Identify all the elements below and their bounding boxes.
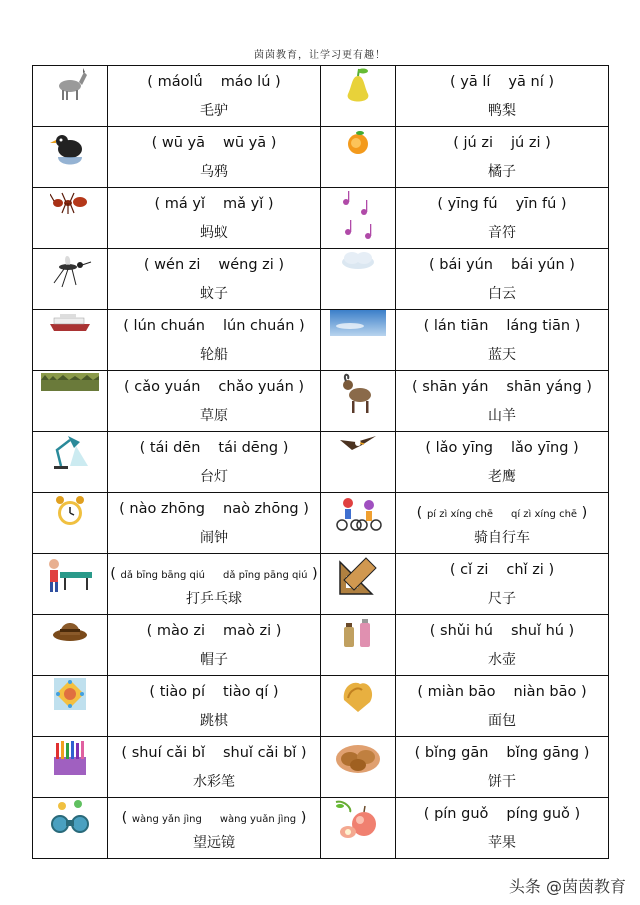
- pinyin-option-b[interactable]: tiào qí: [223, 684, 269, 700]
- picture-cell: [321, 371, 396, 432]
- bicycle-kids-icon: [334, 503, 382, 522]
- picture-cell: [33, 676, 108, 737]
- word-cell: [396, 615, 609, 676]
- picture-cell: [321, 798, 396, 859]
- table-row: [33, 432, 609, 493]
- picture-cell: [33, 66, 108, 127]
- pinyin-choices: ( pín guǒ píng guǒ ): [423, 806, 581, 822]
- picture-cell: [321, 676, 396, 737]
- pinyin-option-b[interactable]: chǐ zi: [506, 562, 544, 578]
- pinyin-option-b[interactable]: wū yā: [223, 135, 267, 151]
- table-row: [33, 249, 609, 310]
- word-cell: [396, 188, 609, 249]
- pinyin-option-a[interactable]: lún chuán: [133, 318, 205, 334]
- pinyin-option-a[interactable]: jú zi: [463, 135, 493, 151]
- table-row: [33, 371, 609, 432]
- word-cell: [108, 249, 321, 310]
- eagle-icon: [338, 433, 378, 452]
- pinyin-option-b[interactable]: naò zhōng: [223, 501, 299, 517]
- word-cell: [108, 66, 321, 127]
- pinyin-option-b[interactable]: yā ní: [508, 74, 544, 90]
- word-cell: [396, 310, 609, 371]
- word-cell: [108, 737, 321, 798]
- word-cell: [396, 676, 609, 737]
- pinyin-option-b[interactable]: lún chuán: [223, 318, 295, 334]
- pinyin-option-b[interactable]: láng tiān: [506, 318, 571, 334]
- chinese-word: 尺子: [488, 591, 516, 607]
- picture-cell: [33, 798, 108, 859]
- pinyin-option-a[interactable]: wū yā: [161, 135, 205, 151]
- pinyin-option-b[interactable]: chǎo yuán: [218, 379, 294, 395]
- watermark-footer: 头条 @茵茵教育: [508, 877, 626, 896]
- table-row: [33, 554, 609, 615]
- word-cell: [108, 371, 321, 432]
- pinyin-option-a[interactable]: yīng fú: [447, 196, 498, 212]
- page-header: 茵茵教育，让学习更有趣！: [254, 50, 386, 61]
- pinyin-option-a[interactable]: nào zhōng: [129, 501, 205, 517]
- word-cell: [108, 554, 321, 615]
- grassland-icon: [41, 371, 99, 390]
- pinyin-option-b[interactable]: shuǐ cǎi bǐ: [223, 745, 297, 761]
- pinyin-choices: ( bǐng gān bǐng gāng ): [414, 745, 590, 761]
- word-cell: [396, 798, 609, 859]
- word-cell: [396, 371, 609, 432]
- pinyin-option-b[interactable]: yīn fú: [515, 196, 557, 212]
- table-row: [33, 127, 609, 188]
- pinyin-choices: ( máolǘ máo lú ): [147, 74, 281, 90]
- pinyin-option-a[interactable]: má yǐ: [164, 196, 205, 212]
- pinyin-option-a[interactable]: miàn bāo: [427, 684, 496, 700]
- pinyin-choices: ( dǎ bīng bāng qiú dǎ pīng pāng qiú ): [110, 566, 318, 582]
- pinyin-option-a[interactable]: wàng yǎn jìng: [131, 814, 202, 825]
- picture-cell: [321, 249, 396, 310]
- chinese-word: 老鹰: [488, 469, 516, 485]
- word-cell: [108, 310, 321, 371]
- pinyin-option-b[interactable]: bái yún: [511, 257, 565, 273]
- chinese-word: 台灯: [200, 469, 228, 485]
- chinese-word: 乌鸦: [200, 164, 228, 180]
- ant-icon: [50, 193, 90, 212]
- pinyin-choices: ( shān yán shān yáng ): [412, 379, 592, 395]
- chinese-word: 骑自行车: [474, 530, 530, 546]
- mosquito-icon: [48, 259, 92, 278]
- table-row: [33, 676, 609, 737]
- pinyin-choices: ( lún chuán lún chuán ): [123, 318, 305, 334]
- orange-icon: [343, 132, 373, 151]
- picture-cell: [33, 188, 108, 249]
- word-cell: [108, 188, 321, 249]
- pinyin-choices: ( wàng yǎn jìng wàng yuǎn jìng ): [121, 810, 307, 826]
- pinyin-option-b[interactable]: qí zì xíng chē: [511, 509, 578, 520]
- pinyin-option-b[interactable]: shān yáng: [506, 379, 582, 395]
- pinyin-option-a[interactable]: lǎo yīng: [435, 440, 493, 456]
- pinyin-option-a[interactable]: cǐ zi: [460, 562, 489, 578]
- chinese-word: 山羊: [488, 408, 516, 424]
- pinyin-choices: ( pí zì xíng chē qí zì xíng chē ): [416, 505, 588, 521]
- pinyin-choices: ( bái yún bái yún ): [429, 257, 575, 273]
- pinyin-option-a[interactable]: shān yán: [422, 379, 489, 395]
- word-cell: [108, 798, 321, 859]
- table-row: [33, 615, 609, 676]
- pinyin-option-a[interactable]: pí zì xíng chē: [426, 509, 493, 520]
- word-cell: [396, 493, 609, 554]
- ping-pong-icon: [46, 564, 94, 583]
- alarm-clock-icon: [54, 501, 86, 520]
- pinyin-option-a[interactable]: bái yún: [439, 257, 493, 273]
- picture-cell: [321, 188, 396, 249]
- word-cell: [396, 249, 609, 310]
- bread-icon: [338, 686, 378, 705]
- pinyin-choices: ( yīng fú yīn fú ): [437, 196, 567, 212]
- picture-cell: [33, 615, 108, 676]
- chinese-word: 音符: [488, 225, 516, 241]
- table-row: [33, 310, 609, 371]
- ruler-icon: [336, 566, 380, 585]
- table-row: [33, 66, 609, 127]
- chinese-word: 鸭梨: [488, 103, 516, 119]
- cloud-icon: [338, 250, 378, 269]
- telescope-icon: [48, 808, 92, 827]
- pinyin-choices: ( lǎo yīng lǎo yīng ): [425, 440, 579, 456]
- sky-icon: [330, 313, 386, 332]
- chinese-word: 白云: [488, 286, 516, 302]
- picture-cell: [33, 310, 108, 371]
- pinyin-choices: ( lán tiān láng tiān ): [423, 318, 581, 334]
- picture-cell: [33, 737, 108, 798]
- pinyin-option-b[interactable]: píng guǒ: [506, 806, 570, 822]
- pinyin-option-b[interactable]: maò zi: [223, 623, 272, 639]
- pinyin-option-a[interactable]: pín guǒ: [434, 806, 489, 822]
- word-cell: [108, 615, 321, 676]
- picture-cell: [321, 737, 396, 798]
- music-notes-icon: [338, 205, 378, 224]
- pinyin-option-a[interactable]: lán tiān: [433, 318, 489, 334]
- chinese-word: 蓝天: [488, 347, 516, 363]
- table-row: [33, 737, 609, 798]
- watercolor-pens-icon: [50, 749, 90, 768]
- word-cell: [396, 66, 609, 127]
- word-cell: [108, 127, 321, 188]
- chinese-word: 水彩笔: [193, 774, 235, 790]
- pinyin-option-b[interactable]: wéng zi: [218, 257, 274, 273]
- pinyin-choices: ( miàn bāo niàn bāo ): [417, 684, 587, 700]
- pinyin-choices: ( wén zi wéng zi ): [143, 257, 285, 273]
- hat-icon: [50, 619, 90, 638]
- pinyin-option-a[interactable]: dǎ bīng bāng qiú: [120, 570, 205, 581]
- picture-cell: [33, 432, 108, 493]
- table-row: [33, 493, 609, 554]
- picture-cell: [321, 615, 396, 676]
- chinese-word: 饼干: [488, 774, 516, 790]
- pinyin-choices: ( nào zhōng naò zhōng ): [119, 501, 309, 517]
- picture-cell: [321, 493, 396, 554]
- pinyin-choices: ( jú zi jú zi ): [453, 135, 551, 151]
- pinyin-choices: ( cǐ zi chǐ zi ): [449, 562, 555, 578]
- pinyin-option-a[interactable]: yā lí: [460, 74, 491, 90]
- donkey-icon: [50, 76, 90, 95]
- pinyin-option-a[interactable]: tiào pí: [159, 684, 205, 700]
- pinyin-option-b[interactable]: niàn bāo: [513, 684, 577, 700]
- word-cell: [396, 737, 609, 798]
- pinyin-option-b[interactable]: jú zi: [511, 135, 541, 151]
- crow-icon: [48, 139, 92, 158]
- picture-cell: [33, 249, 108, 310]
- pinyin-option-a[interactable]: wén zi: [154, 257, 201, 273]
- apple-icon: [330, 810, 386, 829]
- chinese-word: 跳棋: [200, 713, 228, 729]
- pinyin-option-b[interactable]: tái dēng: [218, 440, 279, 456]
- pinyin-choices: ( mào zi maò zi ): [146, 623, 282, 639]
- table-row: [33, 188, 609, 249]
- desk-lamp-icon: [50, 442, 90, 461]
- picture-cell: [33, 493, 108, 554]
- chinese-word: 橘子: [488, 164, 516, 180]
- chinese-word: 苹果: [488, 835, 516, 851]
- kettle-icon: [338, 623, 378, 642]
- pear-icon: [338, 78, 378, 97]
- pinyin-choices: ( tiào pí tiào qí ): [149, 684, 279, 700]
- pinyin-option-a[interactable]: cǎo yuán: [134, 379, 201, 395]
- pinyin-option-b[interactable]: shuǐ hú: [511, 623, 564, 639]
- word-cell: [396, 554, 609, 615]
- pinyin-choices: ( wū yā wū yā ): [151, 135, 277, 151]
- picture-cell: [33, 371, 108, 432]
- word-cell: [108, 493, 321, 554]
- biscuit-icon: [334, 747, 382, 766]
- chinese-word: 草原: [200, 408, 228, 424]
- pinyin-choices: ( shuí cǎi bǐ shuǐ cǎi bǐ ): [121, 745, 307, 761]
- picture-cell: [321, 310, 396, 371]
- pinyin-option-a[interactable]: mào zi: [156, 623, 205, 639]
- pinyin-choices: ( tái dēn tái dēng ): [139, 440, 289, 456]
- goat-icon: [338, 383, 378, 402]
- pinyin-option-b[interactable]: wàng yuǎn jìng: [219, 814, 297, 825]
- pinyin-option-b[interactable]: máo lú: [220, 74, 271, 90]
- picture-cell: [33, 127, 108, 188]
- pinyin-option-b[interactable]: lǎo yīng: [511, 440, 569, 456]
- pinyin-choices: ( shǔi hú shuǐ hú ): [429, 623, 575, 639]
- table-row: [33, 798, 609, 859]
- pinyin-option-a[interactable]: bǐng gān: [424, 745, 489, 761]
- pinyin-option-a[interactable]: tái dēn: [149, 440, 201, 456]
- chinese-word: 闹钟: [200, 530, 228, 546]
- word-cell: [396, 432, 609, 493]
- chess-icon: [52, 684, 88, 703]
- pinyin-option-b[interactable]: dǎ pīng pāng qiú: [223, 570, 308, 581]
- chinese-word: 蚊子: [200, 286, 228, 302]
- chinese-word: 蚂蚁: [200, 225, 228, 241]
- ship-icon: [48, 312, 92, 331]
- chinese-word: 水壶: [488, 652, 516, 668]
- picture-cell: [321, 66, 396, 127]
- chinese-word: 望远镜: [193, 835, 235, 851]
- chinese-word: 打乒乓球: [186, 591, 242, 607]
- word-cell: [396, 127, 609, 188]
- pinyin-option-a[interactable]: shuí cǎi bǐ: [131, 745, 205, 761]
- word-cell: [108, 676, 321, 737]
- pinyin-option-a[interactable]: shǔi hú: [440, 623, 493, 639]
- pinyin-option-b[interactable]: bǐng gāng: [506, 745, 580, 761]
- pinyin-option-a[interactable]: máolǘ: [157, 74, 203, 90]
- picture-cell: [321, 432, 396, 493]
- word-cell: [108, 432, 321, 493]
- pinyin-table: [32, 65, 609, 859]
- chinese-word: 轮船: [200, 347, 228, 363]
- chinese-word: 面包: [488, 713, 516, 729]
- pinyin-choices: ( cǎo yuán chǎo yuán ): [123, 379, 305, 395]
- picture-cell: [321, 554, 396, 615]
- picture-cell: [321, 127, 396, 188]
- pinyin-option-b[interactable]: mǎ yǐ: [223, 196, 264, 212]
- pinyin-choices: ( má yǐ mǎ yǐ ): [154, 196, 274, 212]
- pinyin-choices: ( yā lí yā ní ): [450, 74, 554, 90]
- chinese-word: 毛驴: [200, 103, 228, 119]
- chinese-word: 帽子: [200, 652, 228, 668]
- picture-cell: [33, 554, 108, 615]
